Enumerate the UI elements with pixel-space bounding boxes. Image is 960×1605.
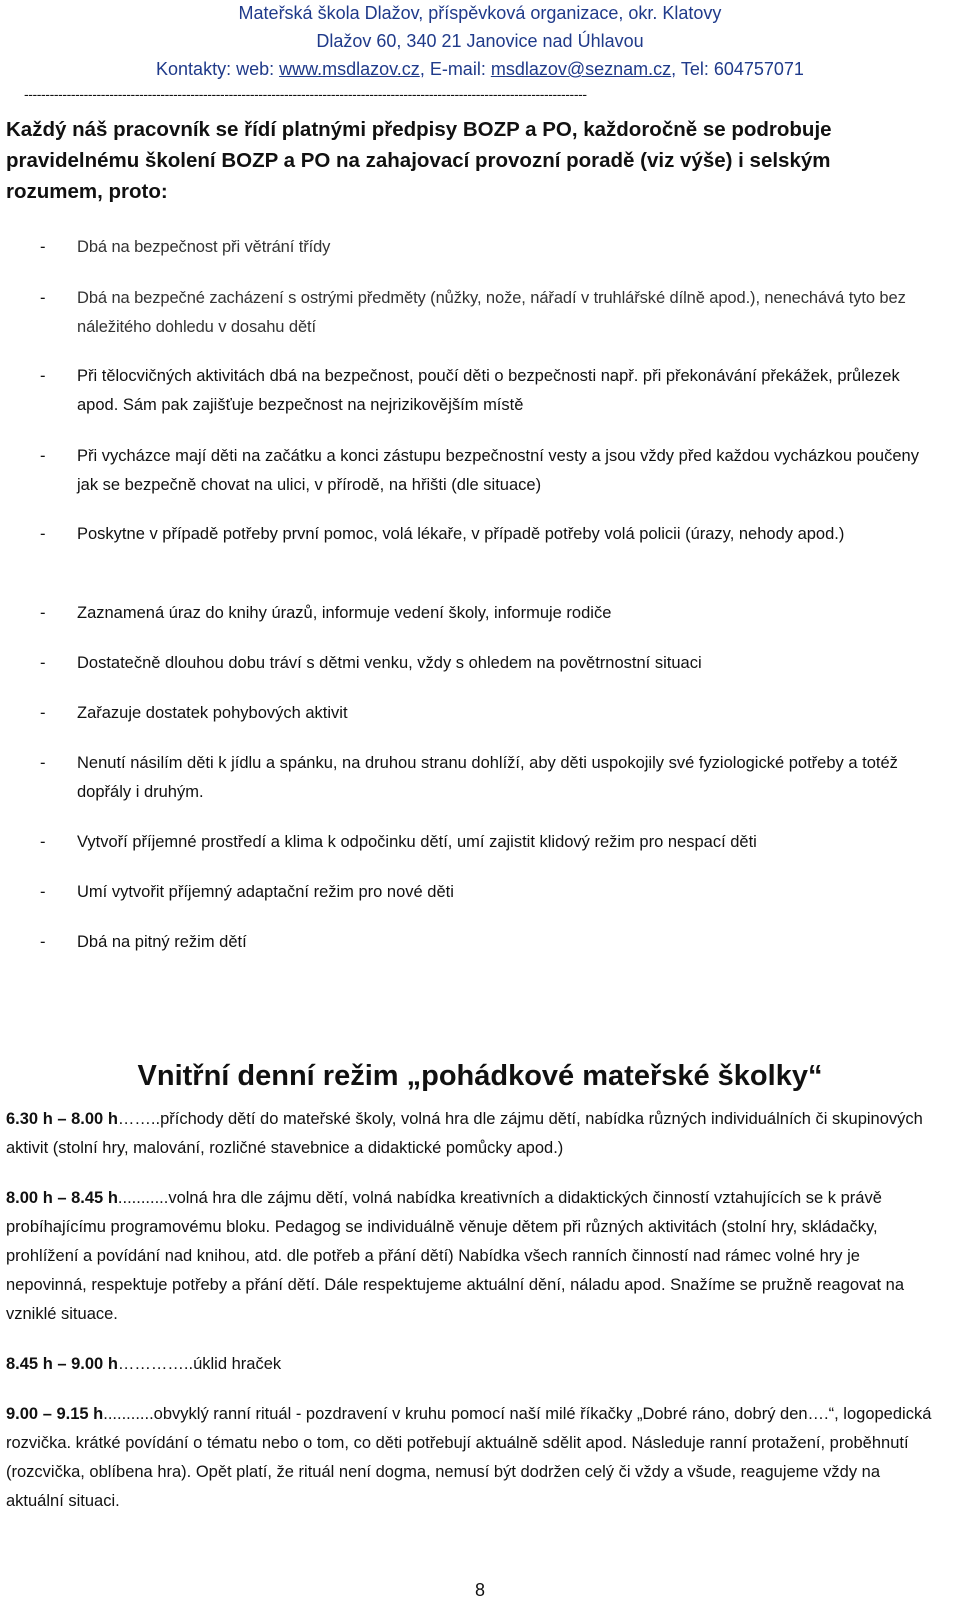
list-item: - Dbá na pitný režim dětí [40, 933, 247, 951]
list-item: - Poskytne v případě potřeby první pomoc, volá lékaře, v případě potřeby volá policii (úrazy, nehody apod.) [40, 525, 845, 543]
intro-paragraph: Každý náš pracovník se řídí platnými předpisy BOZP a PO, každoročně se podrobuje pravidelnému školení BOZP a PO na zahajovací provozní poradě (viz výše) i selským rozumem, proto: [6, 118, 832, 203]
schedule-entry [6, 1350, 941, 1379]
phone: , Tel: 604757071 [671, 59, 804, 79]
page-number: 8 [474, 1580, 485, 1600]
list-item: - Nenutí násilím děti k jídlu a spánku, na druhou stranu dohlíží, aby děti uspokojily své fyziologické potřeby a totéž dopřály i druhým. [40, 754, 898, 801]
schedule-entry [6, 1105, 941, 1163]
section-heading: Vnitřní denní režim „pohádkové mateřské školky“ [137, 1060, 823, 1092]
schedule-time: 8.45 h – 9.00 h [6, 1355, 118, 1373]
schedule-entry [6, 1400, 941, 1516]
contacts-prefix: Kontakty: web: [156, 59, 280, 79]
list-item: - Dbá na bezpečnost při větrání třídy [40, 238, 331, 256]
school-name: Mateřská škola Dlažov, příspěvková organizace, okr. Klatovy [238, 3, 722, 23]
list-item: - Vytvoří příjemné prostředí a klima k odpočinku dětí, umí zajistit klidový režim pro nespací děti [40, 833, 757, 851]
web-link[interactable]: www.msdlazov.cz [279, 59, 420, 79]
schedule-text: ……..příchody dětí do mateřské školy, volná hra dle zájmu dětí, nabídka různých individuálních či skupinových aktivit (stolní hry, malování, rozličné stavebnice a didaktické pomůcky apod.) [6, 1110, 923, 1157]
schedule-time: 8.00 h – 8.45 h [6, 1189, 118, 1207]
school-address: Dlažov 60, 340 21 Janovice nad Úhlavou [316, 31, 644, 51]
list-item: - Umí vytvořit příjemný adaptační režim pro nové děti [40, 883, 454, 901]
schedule-time: 6.30 h – 8.00 h [6, 1110, 118, 1128]
schedule-time: 9.00 – 9.15 h [6, 1405, 104, 1423]
list-item: - Zaznamená úraz do knihy úrazů, informuje vedení školy, informuje rodiče [40, 604, 612, 622]
list-item: - Dostatečně dlouhou dobu tráví s dětmi venku, vždy s ohledem na povětrnostní situaci [40, 654, 702, 672]
list-item: - Zařazuje dostatek pohybových aktivit [40, 704, 348, 722]
list-item: - Při vycházce mají děti na začátku a konci zástupu bezpečnostní vesty a jsou vždy před každou vycházkou poučeny jak se bezpečně chovat na ulici, v přírodě, na hřišti (dle situace) [40, 447, 919, 494]
list-item: - Při tělocvičných aktivitách dbá na bezpečnost, poučí děti o bezpečnosti např. při překonávání překážek, průlezek apod. Sám pak zajišťuje bezpečnost na nejrizikovějším místě [40, 367, 900, 414]
schedule-text: …………..úklid hraček [117, 1355, 282, 1373]
schedule-text: ...........volná hra dle zájmu dětí, volná nabídka kreativních a didaktických činností vztahujících se k právě probíhajícímu programovému bloku. Pedagog se individuálně věnuje dětem při různých aktivitách (stolní hry, skládačky, prohlížení a povídání nad knihou, atd. dle potřeb a přání dětí) Nabídka všech ranních činností nad rámec volné hry je nepovinná, respektuje potřeby a přání dětí. Dále respektujeme aktuální dění, náladu apod. Snažíme se pružně reagovat na vzniklé situace. [6, 1189, 905, 1323]
schedule-text: ...........obvyklý ranní rituál - pozdravení v kruhu pomocí naší milé říkačky „Dobré ráno, dobrý den….“, logopedická rozvička. krátké povídání o tématu nebo o tom, co děti potřebují aktuálně sdělit apod. Následuje ranní protažení, proběhnutí (rozcvička, oblíbena hra). Opět platí, že rituál není dogma, nemusí být dodržen celý či vždy a všude, reagujeme vždy na aktuální situaci. [6, 1405, 932, 1510]
list-item: - Dbá na bezpečné zacházení s ostrými předměty (nůžky, nože, nářadí v truhlářské dílně apod.), nenechává tyto bez náležitého dohledu v dosahu dětí [40, 289, 906, 336]
email-prefix: , E-mail: [419, 59, 491, 79]
email-link[interactable]: msdlazov@seznam.cz [490, 59, 672, 79]
separator-line: ------------------------------------------------------------------------------------------------------------------------------------ [24, 86, 587, 102]
contacts-line [0, 59, 960, 79]
schedule-entry [6, 1184, 941, 1329]
